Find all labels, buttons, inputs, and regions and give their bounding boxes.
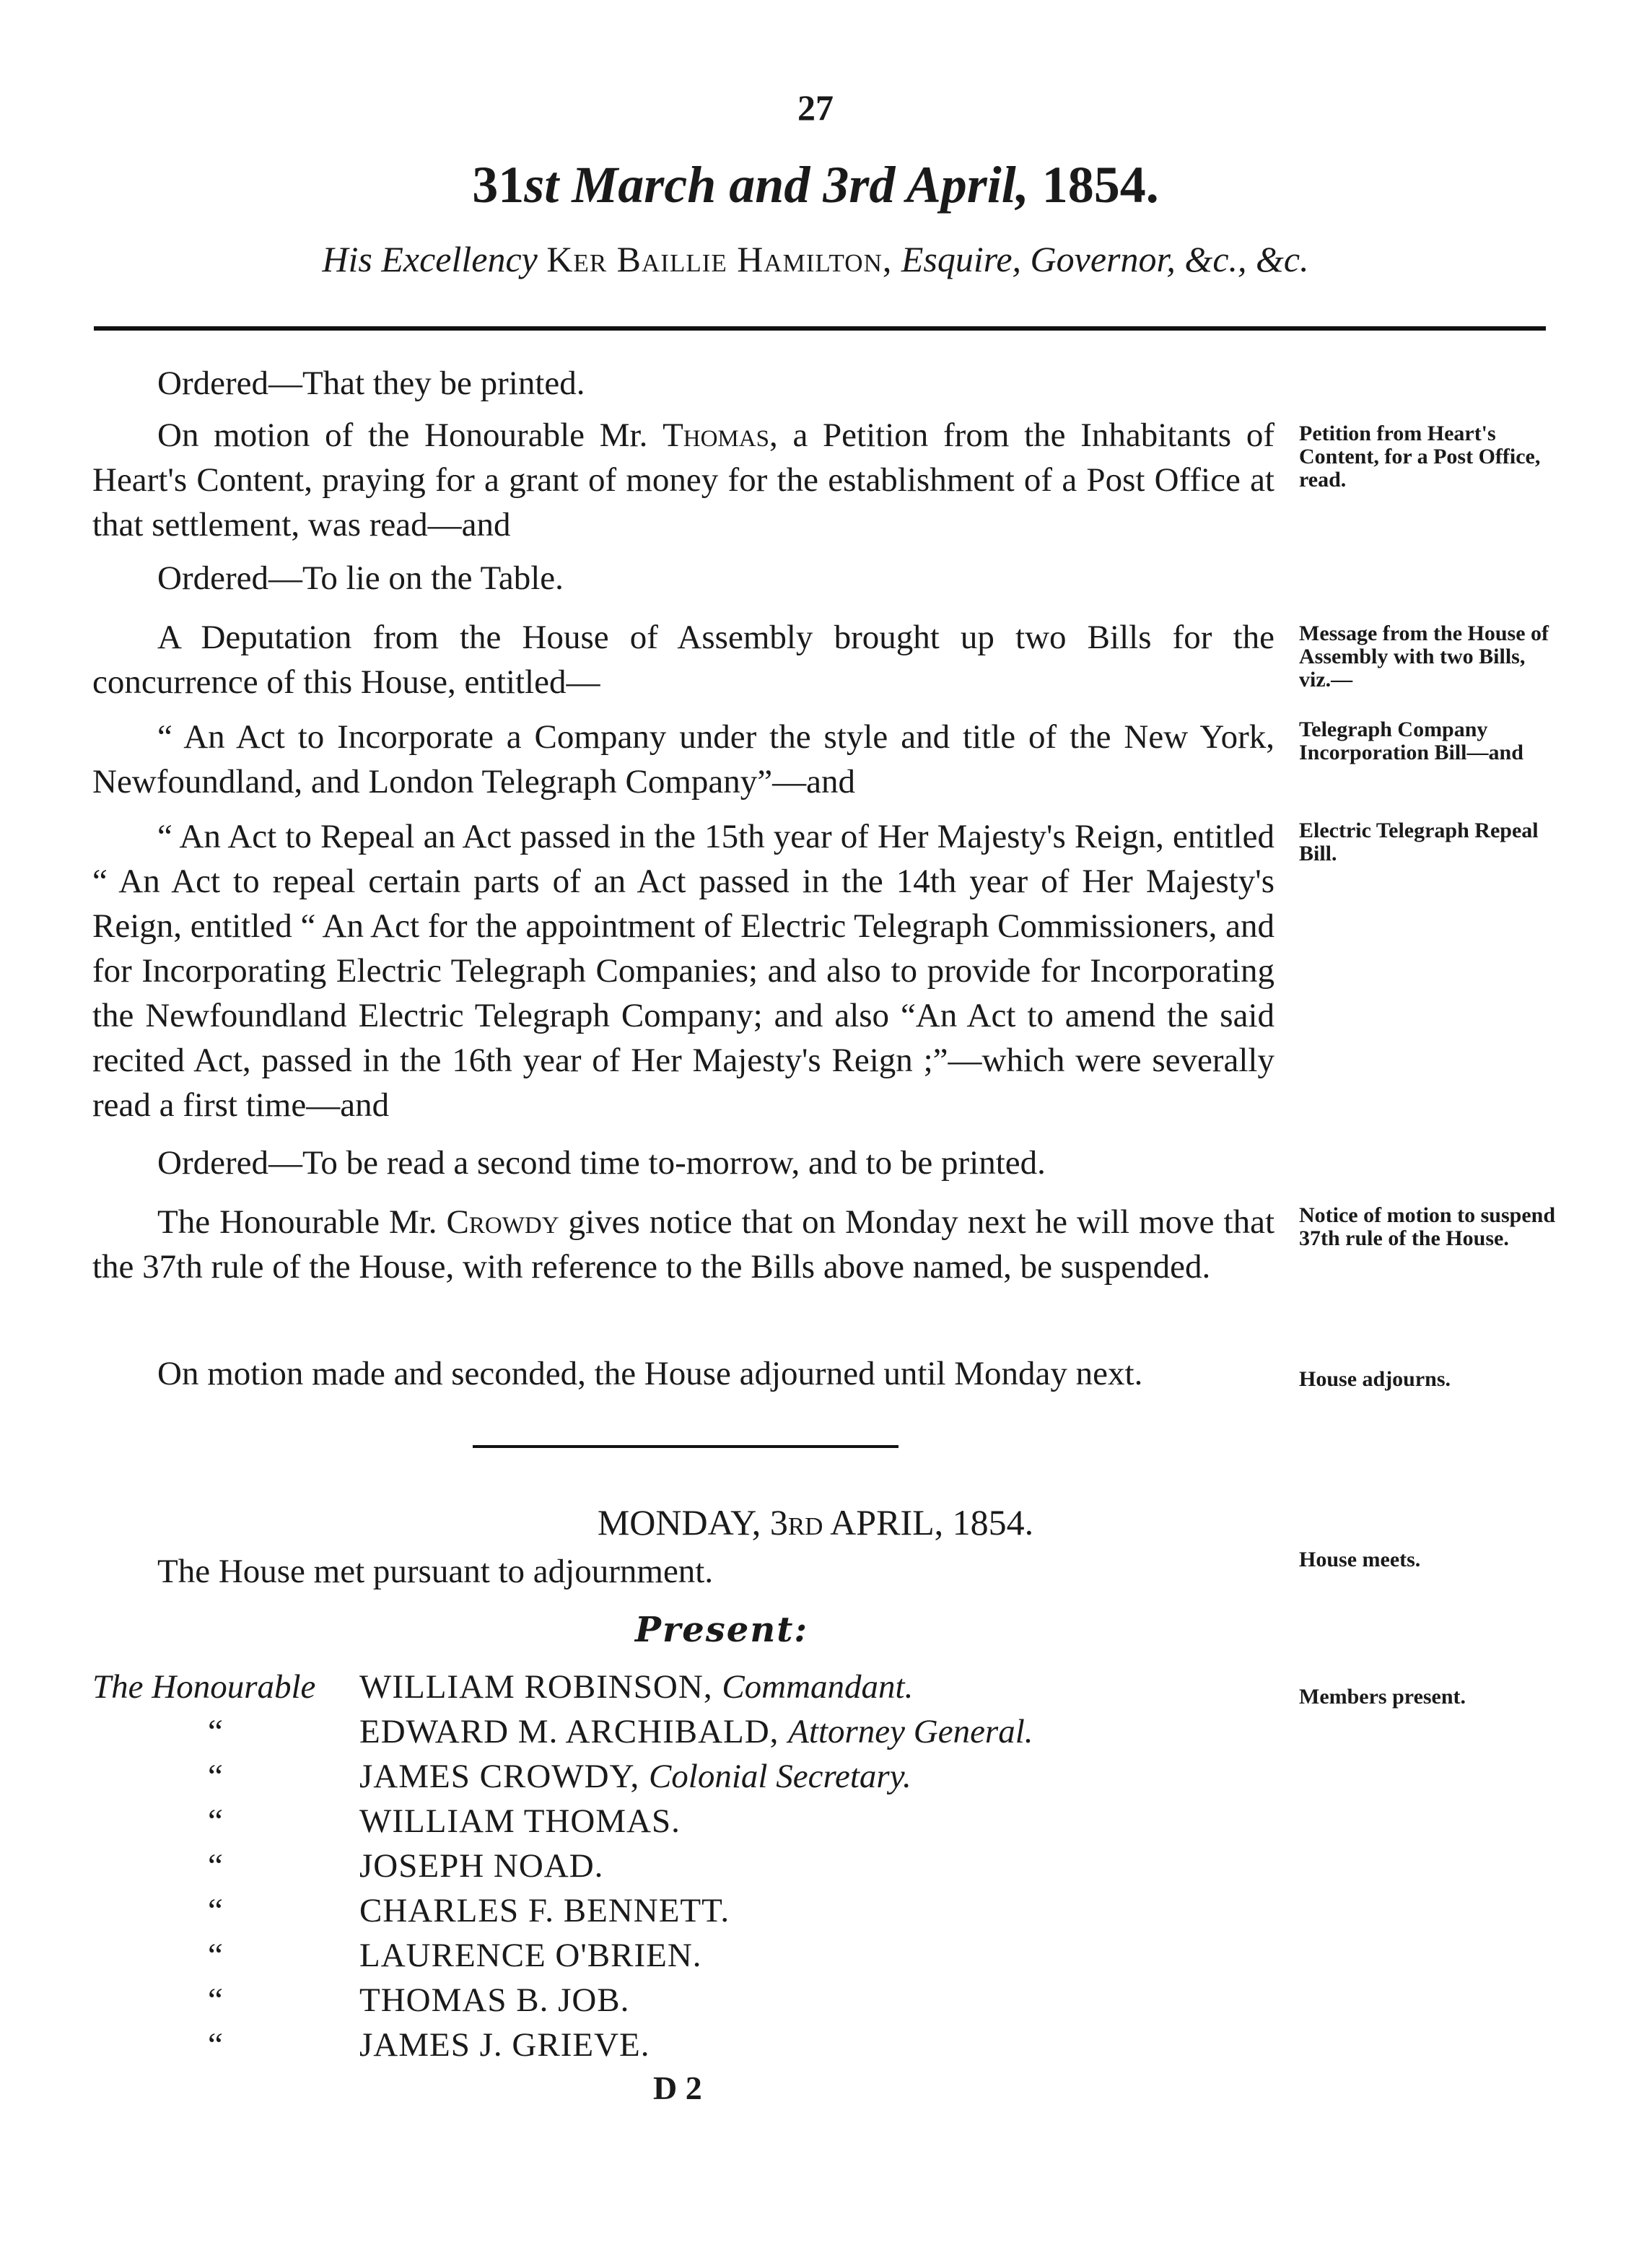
paragraph-3 — [92, 556, 1274, 601]
ditto-mark: “ — [208, 1713, 223, 1750]
member-row — [92, 2025, 650, 2069]
day-heading — [0, 1501, 1631, 1543]
ditto-mark: “ — [208, 1981, 223, 2019]
paragraph-text-pre: The Honourable Mr. — [157, 1203, 447, 1241]
title-year: 1854. — [1041, 156, 1159, 214]
member-name: LAURENCE O'BRIEN. — [359, 1937, 702, 1974]
margin-note-members-present: Members present. — [1299, 1685, 1466, 1709]
ditto-mark: “ — [208, 1758, 223, 1795]
member-row — [92, 1712, 1033, 1755]
member-name: WILLIAM ROBINSON, — [359, 1668, 722, 1706]
member-lead: The Honourable — [92, 1668, 316, 1706]
margin-note-adjourns: House adjourns. — [1299, 1367, 1451, 1391]
member-row — [92, 1846, 603, 1890]
paragraph-text — [92, 1200, 1274, 1289]
margin-note-house-meets: House meets. — [1299, 1548, 1421, 1571]
subtitle-lead: His Excellency — [322, 239, 538, 279]
paragraph-text — [92, 413, 1274, 547]
ditto-mark: “ — [208, 1937, 223, 1974]
paragraph-9 — [92, 1351, 1274, 1396]
member-name: EDWARD M. ARCHIBALD, — [359, 1713, 789, 1750]
paragraph-text-post: , a Petition from the Inhabitants of Heart's Content, praying for a grant of money for the establishment of a Post Office at that settlement, was read—and — [92, 416, 1274, 544]
paragraph-text: On motion made and seconded, the House adjourned until Monday next. — [157, 1355, 1143, 1392]
paragraph-text: Ordered—To lie on the Table. — [157, 559, 564, 597]
member-row — [92, 1667, 913, 1711]
member-row — [92, 1891, 730, 1935]
member-role: Colonial Secretary. — [648, 1758, 911, 1795]
member-row — [92, 1981, 629, 2024]
title-date-part2: March and 3rd April, — [559, 156, 1042, 214]
margin-note-notice: Notice of motion to suspend 37th rule of the House. — [1299, 1203, 1556, 1250]
page-subtitle — [0, 238, 1631, 280]
day-heading-post: APRIL, 1854. — [823, 1502, 1034, 1543]
member-name-thomas: Thomas — [663, 416, 769, 454]
member-name: CHARLES F. BENNETT. — [359, 1892, 730, 1929]
day-heading-pre: MONDAY, — [597, 1502, 770, 1543]
paragraph-text: Ordered—To be read a second time to-morrow, and to be printed. — [157, 1144, 1046, 1182]
house-met-line: The House met pursuant to adjournment. — [157, 1553, 714, 1590]
member-role: Commandant. — [722, 1668, 914, 1706]
ditto-mark: “ — [208, 2026, 223, 2064]
margin-note-petition: Petition from Heart's Content, for a Post Office, read. — [1299, 422, 1541, 492]
paragraph-text: A Deputation from the House of Assembly brought up two Bills for the concurrence of this House, entitled— — [92, 619, 1274, 701]
ditto-mark: “ — [208, 1892, 223, 1929]
title-date-suffix: st — [524, 156, 559, 214]
member-name-crowdy: Crowdy — [446, 1203, 559, 1241]
section-rule — [473, 1445, 898, 1448]
paragraph-text: “ An Act to Incorporate a Company under the style and title of the New York, Newfoundland, and London Telegraph Company”—and — [92, 718, 1274, 801]
subtitle-tail: Esquire, Governor, &c., &c. — [901, 239, 1309, 279]
paragraph-text-pre: On motion of the Honourable Mr. — [157, 416, 663, 454]
member-row — [92, 1802, 681, 1845]
member-row — [92, 1757, 911, 1800]
title-date-part1: 31 — [472, 156, 525, 214]
paragraph-2 — [92, 413, 1274, 547]
member-role: Attorney General. — [788, 1713, 1033, 1750]
day-heading-day: 3rd — [769, 1502, 823, 1543]
ditto-mark: “ — [208, 1847, 223, 1885]
member-name: JAMES J. GRIEVE. — [359, 2026, 650, 2064]
paragraph-1 — [92, 361, 1274, 406]
page-title — [0, 155, 1631, 215]
margin-note-telegraph-company: Telegraph Company Incorporation Bill—and — [1299, 718, 1523, 764]
paragraph-text: Ordered—That they be printed. — [157, 365, 585, 402]
member-row — [92, 1936, 702, 1979]
paragraph-4 — [92, 615, 1274, 705]
paragraph-6 — [92, 814, 1274, 1128]
margin-note-message: Message from the House of Assembly with two Bills, viz.— — [1299, 621, 1549, 692]
subtitle-name: Ker Baillie Hamilton, — [546, 239, 893, 279]
signature-mark: D 2 — [653, 2069, 702, 2106]
paragraph-text: “ An Act to Repeal an Act passed in the 15th year of Her Majesty's Reign, entitled “ An Act to repeal certain parts of an Act passed in the 14th year of Her Majesty's Reign, entitled “ An Act for the appointment of Electric Telegraph Commissioners, and for Incorporating Electric Telegraph Companies; and also to provide for Incorporating the Newfoundland Electric Telegraph Company; and also “An Act to amend the said recited Act, passed in the 16th year of Her Majesty's Reign ;”—which were severally read a first time—and — [92, 818, 1274, 1124]
member-name: WILLIAM THOMAS. — [359, 1802, 681, 1840]
member-name: JOSEPH NOAD. — [359, 1847, 604, 1885]
paragraph-7 — [92, 1140, 1274, 1185]
header-rule — [94, 326, 1546, 331]
paragraph-5 — [92, 715, 1274, 804]
present-heading: Present: — [634, 1610, 809, 1650]
member-name: THOMAS B. JOB. — [359, 1981, 630, 2019]
page-number: 27 — [797, 87, 834, 128]
member-name: JAMES CROWDY, — [359, 1758, 649, 1795]
margin-note-repeal-bill: Electric Telegraph Repeal Bill. — [1299, 819, 1539, 865]
ditto-mark: “ — [208, 1802, 223, 1840]
paragraph-8 — [92, 1200, 1274, 1289]
paragraph-text-post: gives notice that on Monday next he will move that the 37th rule of the House, with reference to the Bills above named, be suspended. — [92, 1203, 1275, 1286]
